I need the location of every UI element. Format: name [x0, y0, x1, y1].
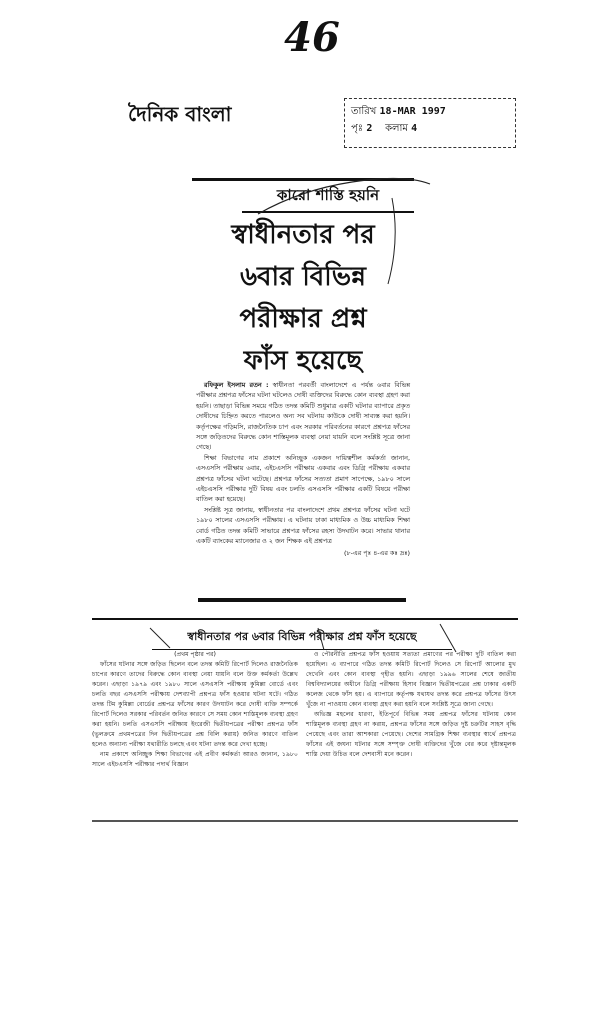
- continuation-headline: স্বাধীনতার পর ৬বার বিভিন্ন পরীক্ষার প্রশ্ন ফাঁস হয়েছে: [152, 628, 452, 650]
- article-paragraph: সংশ্লিষ্ট সূত্র জানায়, স্বাধীনতার পর বাংলাদেশে প্রথম প্রশ্নপত্র ফাঁসের ঘটনা ঘটে ১৯৮০ সালের এসএসসি পরীক্ষায়। এ ঘটনায় ঢাকা মাধ্যমিক ও উচ্চ মাধ্যমিক শিক্ষা বোর্ড গঠিত তদন্ত কমিটি সাভারে প্রশ্নপত্র ফাঁসের রহস্য উদঘাটন করে। সাভার থানার একটি ব্যাংকের ম্যানেজার ও ২ জন শিক্ষক এই প্রশ্নপত্র: [196, 505, 410, 546]
- top-rule: [92, 618, 518, 620]
- date-stamp: [344, 98, 516, 148]
- page-value: 2: [366, 123, 373, 134]
- paragraph-text: স্বাধীনতা পরবর্তী বাংলাদেশে এ পর্যন্ত ৬বার বিভিন্ন পরীক্ষার প্রশ্নপত্র ফাঁসের ঘটনা ঘটলেও দোষী ব্যক্তিদের বিরুদ্ধে কোন ব্যবস্থা গ্রহণ করা হয়নি। তাছাড়া বিভিন্ন সময়ে গঠিত তদন্ত কমিটি শুধুমাত্র একটি ঘটনার ব্যাপারে প্রকৃত দোষীদের চিহ্নিত করতে পারলেও অন্য সব ঘটনায় কাউকে দোষী সাব্যস্ত করা হয়নি। কর্তৃপক্ষের গড়িমসি, রাজনৈতিক চাপ এবং সরকার পরিবর্তনের কারণে প্রশ্নপত্র ফাঁসের সঙ্গে জড়িতদের বিরুদ্ধে কোন শাস্তিমূলক ব্যবস্থা নেয়া যায়নি বলে সংশ্লিষ্ট সূত্রে জানা গেছে।: [196, 381, 410, 452]
- column-paragraph: নাম প্রকাশে অনিচ্ছুক শিক্ষা বিভাগের এই প্রবীণ কর্মকর্তা আরও জানান, ১৯৮০ সালে এইচএসসি পরীক্ষার পদার্থ বিজ্ঞান: [92, 751, 298, 768]
- column-paragraph: ও পৌরনীতি প্রশ্নপত্র ফাঁস হওয়ায় সত্যতা প্রমাণের পর পরীক্ষা দুটি বাতিল করা হয়েছিল। এ ব্যাপারে গঠিত তদন্ত কমিটি রিপোর্ট দিলেও সে রিপোর্ট আলোর মুখ দেখেনি এবং কোন ব্যবস্থা গৃহীত হয়নি। এছাড়া ১৯৯৬ সালের শেষে জাতীয় বিশ্ববিদ্যালয়ের অধীনে ডিগ্রি পরীক্ষায় হিসাব বিজ্ঞান দ্বিতীয়পত্রের প্রশ্ন ঢাকার একটি কলেজ থেকে ফাঁস হয়। এ ব্যাপারে কর্তৃপক্ষ যথাযথ তদন্ত করে প্রশ্নপত্র ফাঁসের উৎস খুঁজে না পাওয়ায় কোন ব্যবস্থা গ্রহণ করা হয়নি বলে সংশ্লিষ্ট সূত্রে জানা গেছে।: [306, 651, 516, 708]
- date-row: [351, 103, 509, 120]
- column-value: 4: [411, 123, 418, 134]
- date-value: 18-MAR 1997: [379, 106, 446, 117]
- article-kicker: কারো শাস্তি হয়নি: [242, 184, 414, 213]
- bottom-rule: [198, 598, 406, 602]
- headline-line: ফাঁস হয়েছে: [243, 346, 363, 376]
- headline-line: পরীক্ষার প্রশ্ন: [239, 304, 367, 334]
- headline-line: ৬বার বিভিন্ন: [240, 262, 366, 292]
- page-column-row: [351, 120, 509, 137]
- page-label: পৃঃ: [351, 123, 364, 134]
- byline: রফিকুল ইসলাম রতন :: [204, 381, 269, 389]
- article-clipping-front: [192, 178, 414, 602]
- column-label: কলাম: [385, 123, 408, 134]
- bottom-rule: [92, 820, 518, 822]
- right-column: [306, 650, 516, 760]
- article-headline: [196, 214, 410, 382]
- article-body: [196, 380, 410, 558]
- continued-from-label: (প্রথম পৃষ্ঠার পর): [174, 651, 216, 658]
- column-paragraph: অভিজ্ঞ মহলের ধারণা, ইতিপূর্বে বিভিন্ন সময় প্রশ্নপত্র ফাঁসের ঘটনায় কোন শাস্তিমূলক ব্যবস্থা গ্রহণ না করায়, প্রশ্নপত্র ফাঁসের সঙ্গে জড়িত দুষ্ট চক্রটির সাহস বৃদ্ধি পেয়েছে এবং তারা আশকারা পেয়েছে। দেশের সামগ্রিক শিক্ষা ব্যবস্থার স্বার্থে প্রশ্নপত্র ফাঁসের এই জঘন্য ঘটনার সঙ্গে সম্পৃক্ত দোষী ব্যক্তিদের খুঁজে বের করে দৃষ্টান্তমূলক শাস্তি দেয়া উচিত বলে দেশবাসী মনে করেন।: [306, 711, 516, 758]
- continued-note: (৮-এর পৃঃ ৪-এর কঃ দ্রঃ): [343, 548, 410, 557]
- date-label: তারিখ: [351, 106, 377, 117]
- article-paragraph: [196, 380, 410, 453]
- article-paragraph: শিক্ষা বিভাগের নাম প্রকাশে অনিচ্ছুক একজন দায়িত্বশীল কর্মকর্তা জানান, এসএসসি পরীক্ষায় ৬বার, এইচএসসি পরীক্ষায় একবার এবং ডিগ্রি পরীক্ষায় একবার প্রশ্নপত্র ফাঁসের ঘটনা ঘটেছে। প্রশ্নপত্র ফাঁসের সত্যতা প্রমাণ সাপেক্ষে, ১৯৮০ সালে এইচএসসি পরীক্ষার দুটি বিষয় এবং চলতি এসএসসি পরীক্ষার একটি বিষয়ে পরীক্ষা বাতিল করা হয়েছে।: [196, 453, 410, 504]
- article-clipping-continuation: [92, 618, 518, 824]
- column-paragraph: ফাঁসের ঘটনার সঙ্গে জড়িত ছিলেন বলে তদন্ত কমিটি রিপোর্ট দিলেও রাজনৈতিক চাপের কারণে তাদের বিরুদ্ধে কোন ব্যবস্থা নেয়া যায়নি বলে উক্ত কর্মকর্তা উল্লেখ করেন। এছাড়া ১৯৭৯ এবং ১৯৮০ সালে এসএসসি পরীক্ষায় কুমিল্লা বোর্ডে এবং চলতি বছর এসএসসি পরীক্ষায় দেশব্যাপী প্রশ্নপত্র ফাঁস হওয়ার ঘটনা ঘটে। গঠিত তদন্ত টিম কুমিল্লা বোর্ডের প্রশ্নপত্র ফাঁসের কারণ উদঘাটন করে দোষী ব্যক্তি সম্পর্কে রিপোর্ট দিলেও সরকার পরিবর্তন জনিত কারণে সে সময় কোন শাস্তিমূলক ব্যবস্থা গ্রহণ করা হয়নি। চলতি এসএসসি পরীক্ষায় ইংরেজী দ্বিতীয়পত্রের পরীক্ষা প্রশ্নপত্র ফাঁস (ভুলক্রমে প্রথমপত্রের দিন দ্বিতীয়পত্রের প্রশ্ন বিলি করায়) জনিত কারণে বাতিল হলেও অন্যান্য পরীক্ষা যথারীতি চলছে এবং ঘটনা তদন্ত করে দেখা হচ্ছে।: [92, 661, 298, 748]
- left-column: [92, 650, 298, 770]
- top-rule: [192, 178, 414, 181]
- handwritten-page-number: 46: [284, 14, 340, 61]
- newspaper-masthead: দৈনিক বাংলা: [128, 102, 232, 126]
- headline-line: স্বাধীনতার পর: [231, 220, 375, 250]
